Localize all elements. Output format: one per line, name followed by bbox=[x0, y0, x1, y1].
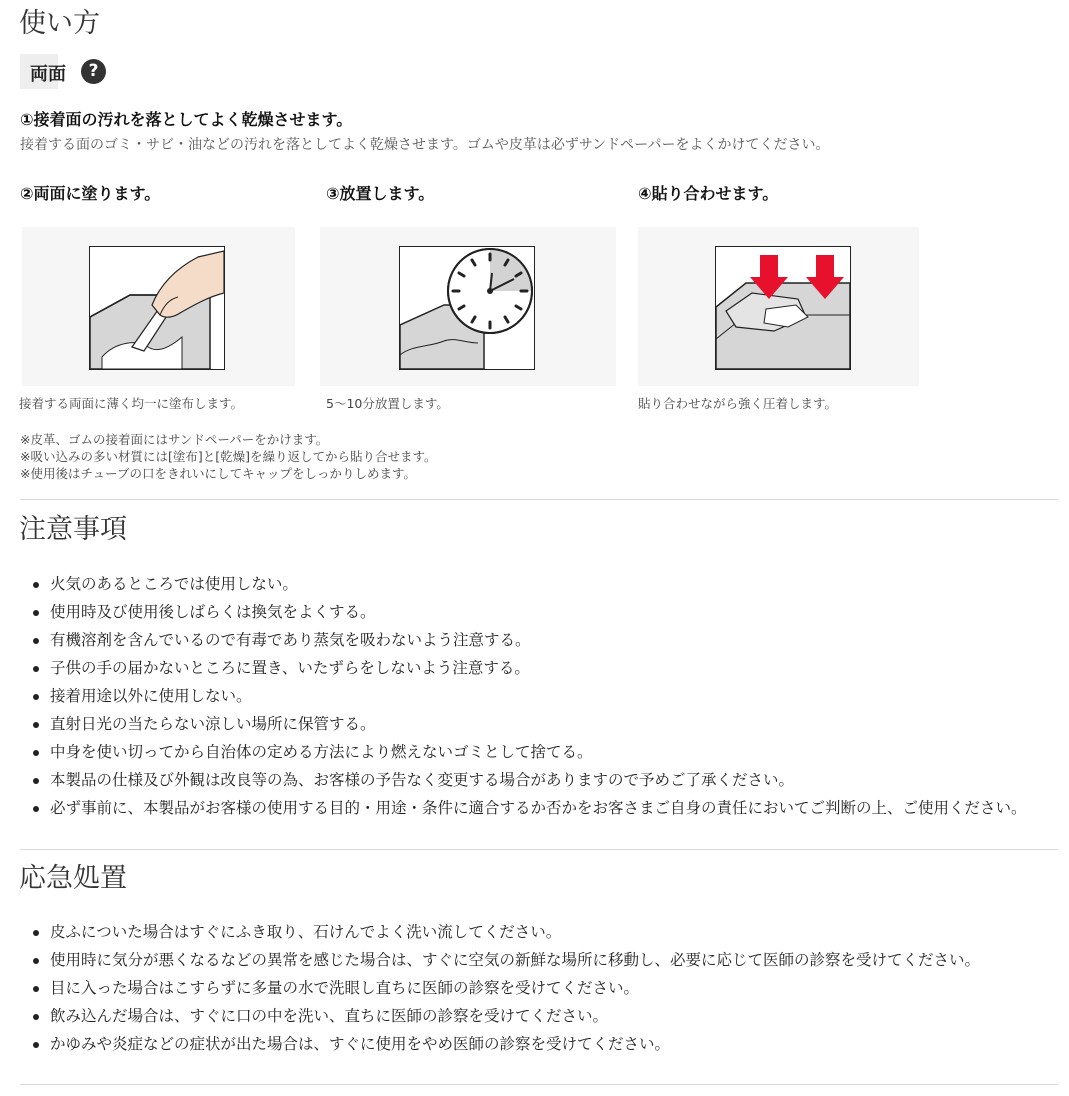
list-item: 飲み込んだ場合は、すぐに口の中を洗い、直ちに医師の診察を受けてください。 bbox=[0, 1002, 980, 1030]
press-down-arrows-icon bbox=[715, 246, 851, 370]
step2-title: ②両面に塗ります。 bbox=[20, 184, 161, 203]
list-item: 中身を使い切ってから自治体の定める方法により燃えないゴミとして捨てる。 bbox=[0, 738, 1027, 766]
step1-description: 接着する面のゴミ・サビ・油などの汚れを落としてよく乾燥させます。ゴムや皮革は必ずサンドペーパーをよくかけてください。 bbox=[20, 137, 830, 153]
first-aid-list bbox=[0, 918, 980, 1058]
divider bbox=[20, 849, 1058, 850]
cautions-list bbox=[0, 570, 1027, 822]
step2-caption: 接着する両面に薄く均一に塗布します。 bbox=[19, 396, 244, 411]
step4-panel bbox=[638, 227, 919, 386]
list-item: かゆみや炎症などの症状が出た場合は、すぐに使用をやめ医師の診察を受けてください。 bbox=[0, 1030, 980, 1058]
step1-title: ①接着面の汚れを落としてよく乾燥させます。 bbox=[20, 110, 353, 129]
list-item: 本製品の仕様及び外観は改良等の為、お客様の予告なく変更する場合がありますので予めご了承ください。 bbox=[0, 766, 1027, 794]
help-icon[interactable]: ? bbox=[81, 59, 106, 84]
first-aid-heading: 応急処置 bbox=[19, 863, 127, 894]
divider bbox=[20, 499, 1058, 500]
list-item: 皮ふについた場合はすぐにふき取り、石けんでよく洗い流してください。 bbox=[0, 918, 980, 946]
list-item: 目に入った場合はこすらずに多量の水で洗眼し直ちに医師の診察を受けてください。 bbox=[0, 974, 980, 1002]
step3-caption: 5〜10分放置します。 bbox=[326, 396, 449, 411]
note-item: ※使用後はチューブの口をきれいにしてキャップをしっかりしめます。 bbox=[20, 466, 416, 481]
list-item: 有機溶剤を含んでいるので有毒であり蒸気を吸わないよう注意する。 bbox=[0, 626, 1027, 654]
usage-heading: 使い方 bbox=[19, 8, 100, 39]
step4-title: ④貼り合わせます。 bbox=[638, 184, 779, 203]
list-item: 使用時に気分が悪くなるなどの異常を感じた場合は、すぐに空気の新鮮な場所に移動し、必要に応じて医師の診察を受けてください。 bbox=[0, 946, 980, 974]
cautions-heading: 注意事項 bbox=[19, 514, 127, 545]
list-item: 接着用途以外に使用しない。 bbox=[0, 682, 1027, 710]
list-item: 必ず事前に、本製品がお客様の使用する目的・用途・条件に適合するか否かをお客さまご自身の責任においてご判断の上、ご使用ください。 bbox=[0, 794, 1027, 822]
list-item: 子供の手の届かないところに置き、いたずらをしないよう注意する。 bbox=[0, 654, 1027, 682]
usage-notes bbox=[20, 431, 436, 482]
step2-panel bbox=[22, 227, 295, 386]
list-item: 火気のあるところでは使用しない。 bbox=[0, 570, 1027, 598]
clock-waiting-icon bbox=[399, 246, 535, 370]
list-item: 使用時及び使用後しばらくは換気をよくする。 bbox=[0, 598, 1027, 626]
note-item: ※吸い込みの多い材質には[塗布]と[乾燥]を繰り返してから貼り合せます。 bbox=[20, 449, 437, 464]
step3-panel bbox=[320, 227, 616, 386]
step3-title: ③放置します。 bbox=[326, 184, 435, 203]
divider bbox=[20, 1084, 1058, 1085]
hand-applying-adhesive-icon bbox=[89, 246, 225, 370]
tag-label: 両面 bbox=[30, 64, 66, 85]
list-item: 直射日光の当たらない涼しい場所に保管する。 bbox=[0, 710, 1027, 738]
note-item: ※皮革、ゴムの接着面にはサンドペーパーをかけます。 bbox=[20, 432, 329, 447]
step4-caption: 貼り合わせながら強く圧着します。 bbox=[638, 396, 838, 411]
